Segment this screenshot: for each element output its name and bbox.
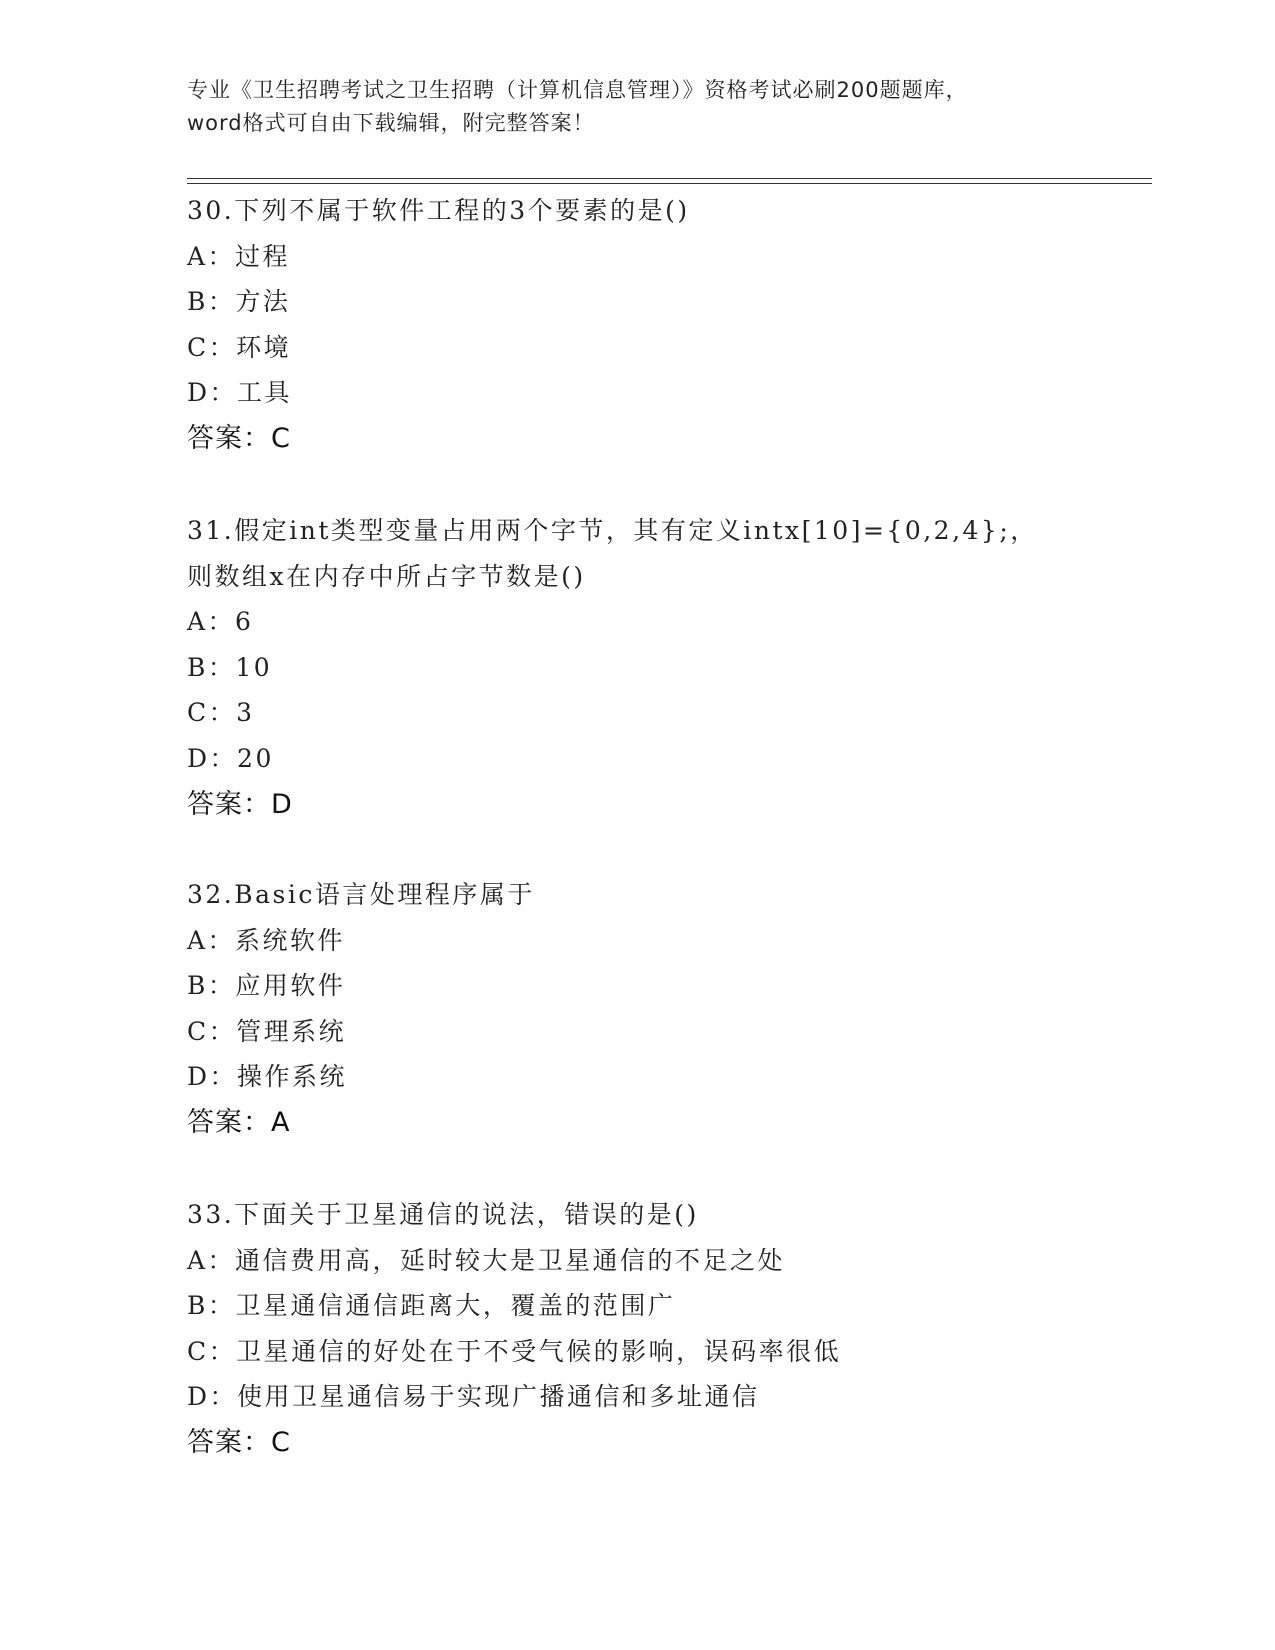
answer: 答案：A [187, 1106, 291, 1138]
header-line-1: 专业《卫生招聘考试之卫生招聘（计算机信息管理）》资格考试必刷200题题库， [187, 78, 968, 102]
question-stem: 32.Basic语言处理程序属于 [187, 880, 535, 909]
header-divider-bottom [187, 183, 1152, 184]
question-stem: 33.下面关于卫星通信的说法，错误的是() [187, 1200, 699, 1229]
option-d: D：使用卫星通信易于实现广播通信和多址通信 [187, 1382, 760, 1412]
option-d: D：20 [187, 743, 274, 773]
option-a: A：通信费用高，延时较大是卫星通信的不足之处 [187, 1245, 786, 1275]
option-c: C：环境 [187, 332, 292, 362]
answer: 答案：D [187, 788, 293, 820]
option-b: B：10 [187, 652, 273, 682]
option-c: C：卫星通信的好处在于不受气候的影响，误码率很低 [187, 1336, 842, 1366]
option-d: D：操作系统 [187, 1062, 348, 1092]
option-a: A：6 [187, 607, 254, 637]
header-divider-top [187, 178, 1152, 179]
option-b: B：方法 [187, 287, 291, 317]
header-line-2: word格式可自由下载编辑，附完整答案！ [187, 111, 595, 135]
question-stem: 30.下列不属于软件工程的3个要素的是() [187, 196, 690, 225]
question-30 [187, 188, 1147, 462]
question-stem-continued: 则数组x在内存中所占字节数是() [187, 561, 586, 591]
question-32 [187, 872, 1147, 1146]
option-b: B：卫星通信通信距离大，覆盖的范围广 [187, 1291, 676, 1321]
option-a: A：系统软件 [187, 925, 346, 955]
answer: 答案：C [187, 422, 291, 454]
question-33 [187, 1192, 1147, 1466]
question-31 [187, 508, 1147, 827]
option-b: B：应用软件 [187, 971, 346, 1001]
option-d: D：工具 [187, 378, 293, 408]
option-a: A：过程 [187, 241, 291, 271]
document-header [187, 74, 1087, 140]
question-stem: 31.假定int类型变量占用两个字节，其有定义intx[10]={0,2,4};， [187, 516, 1038, 545]
option-c: C：管理系统 [187, 1016, 347, 1046]
option-c: C：3 [187, 698, 255, 728]
answer: 答案：C [187, 1426, 291, 1458]
